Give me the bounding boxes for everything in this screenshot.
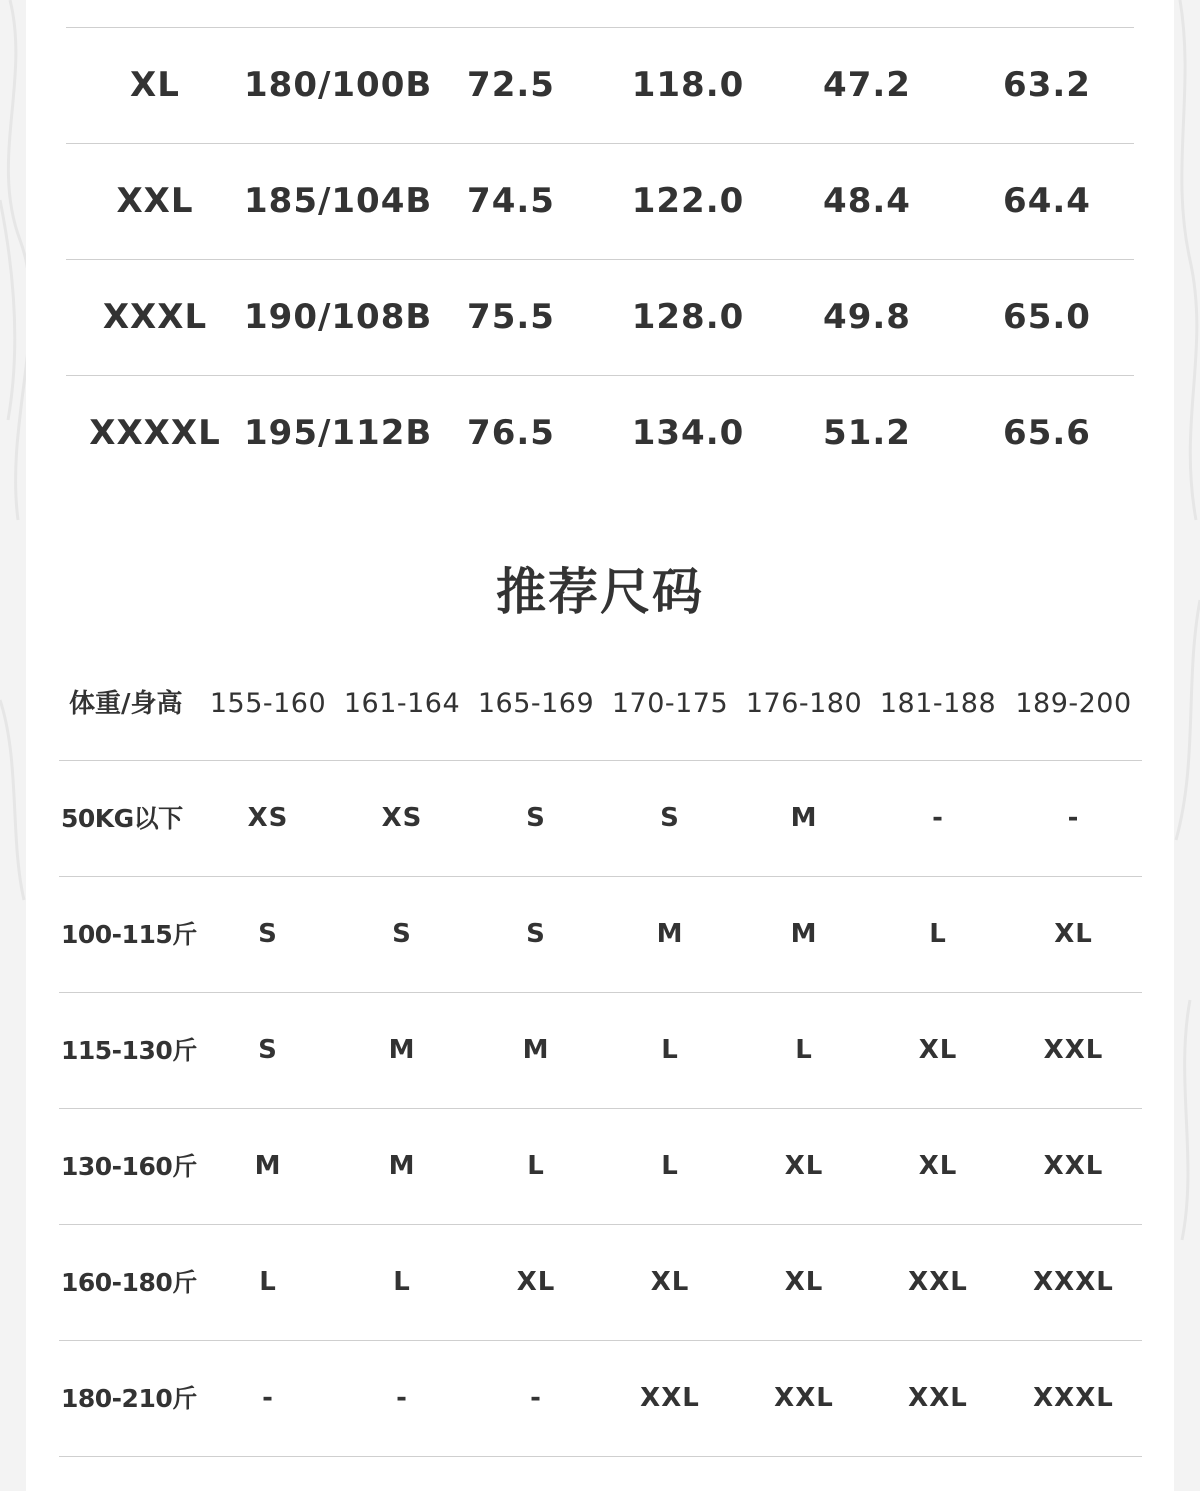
measure-cell: 64.4 [1003,181,1091,221]
size-cell: XL [784,1267,824,1297]
size-cell: XXL [908,1267,968,1297]
measurement-table [66,27,1134,491]
weight-label: 180-210斤 [61,1384,197,1413]
size-cell: XXL [640,1383,700,1413]
size-cell: - [396,1383,408,1413]
measure-cell: 65.6 [1003,413,1091,453]
measure-cell: 63.2 [1003,65,1091,105]
table-row [59,876,1142,992]
size-cell: - [932,803,944,833]
size-cell: XXXL [102,297,208,337]
size-cell: L [527,1151,545,1181]
size-cell: - [1067,803,1080,833]
height-chest-cell: 185/104B [244,181,433,221]
section-title: 推荐尺码 [496,563,704,621]
measure-cell: 122.0 [631,181,745,221]
size-cell: L [393,1267,411,1297]
size-cell: S [526,919,546,949]
size-cell: XXL [1043,1035,1104,1065]
measure-cell: 128.0 [631,297,745,337]
size-cell: L [661,1151,679,1181]
size-cell: L [661,1035,679,1065]
size-cell: M [388,1035,416,1065]
size-cell: S [526,803,546,833]
weight-label: 130-160斤 [61,1152,197,1181]
height-range-header: 181-188 [879,688,997,719]
measure-cell: 76.5 [467,413,555,453]
size-cell: S [258,919,278,949]
table-row [66,27,1134,143]
recommendation-table [59,648,1142,1457]
weight-label: 115-130斤 [61,1036,197,1065]
measure-cell: 75.5 [467,297,555,337]
size-cell: L [259,1267,277,1297]
table-row [59,1340,1142,1457]
height-range-header: 176-180 [745,688,863,719]
weight-label: 160-180斤 [61,1268,197,1297]
height-range-header: 189-200 [1015,688,1132,719]
size-cell: M [388,1151,416,1181]
height-chest-cell: 180/100B [244,65,433,105]
measure-cell: 65.0 [1003,297,1091,337]
size-cell: XL [516,1267,556,1297]
table-row [66,375,1134,491]
size-cell: XXL [1043,1151,1104,1181]
size-cell: S [258,1035,278,1065]
size-cell: XL [918,1151,958,1181]
size-cell: XXL [774,1383,834,1413]
size-cell: XL [918,1035,958,1065]
size-cell: XXXL [1033,1383,1114,1413]
size-cell: - [262,1383,274,1413]
size-cell: XL [1054,919,1093,949]
measure-cell: 51.2 [823,413,911,453]
measure-cell: 49.8 [823,297,911,337]
size-cell: XS [381,803,423,833]
height-chest-cell: 195/112B [244,413,433,453]
height-chest-cell: 190/108B [244,297,433,337]
measure-cell: 47.2 [823,65,911,105]
size-cell: XXXXL [89,413,221,453]
size-cell: S [660,803,680,833]
size-cell: L [795,1035,813,1065]
measure-cell: 48.4 [823,181,911,221]
size-cell: XS [247,803,289,833]
size-cell: L [929,919,947,949]
height-range-header: 165-169 [477,688,595,719]
measure-cell: 74.5 [467,181,555,221]
size-cell: M [522,1035,550,1065]
measure-cell: 72.5 [467,65,555,105]
size-cell: XL [130,65,180,105]
size-cell: M [790,919,818,949]
weight-label: 50KG以下 [61,804,183,833]
measure-cell: 118.0 [631,65,745,105]
table-row [59,760,1142,876]
height-range-header: 161-164 [343,688,461,719]
height-range-header: 155-160 [209,688,327,719]
size-cell: M [254,1151,282,1181]
size-cell: M [790,803,818,833]
table-row [59,1224,1142,1340]
table-row [59,992,1142,1108]
size-cell: XXL [116,181,194,221]
table-row [66,143,1134,259]
table-header [59,648,1142,760]
size-cell: - [530,1383,542,1413]
size-cell: XL [650,1267,690,1297]
size-cell: S [392,919,412,949]
weight-label: 100-115斤 [61,920,197,949]
size-cell: M [656,919,684,949]
height-range-header: 170-175 [611,688,729,719]
size-cell: XXXL [1033,1267,1114,1297]
measure-cell: 134.0 [631,413,745,453]
table-row [66,259,1134,375]
table-row [59,1108,1142,1224]
size-cell: XL [784,1151,824,1181]
size-cell: XXL [908,1383,968,1413]
header-label: 体重/身高 [69,689,183,719]
